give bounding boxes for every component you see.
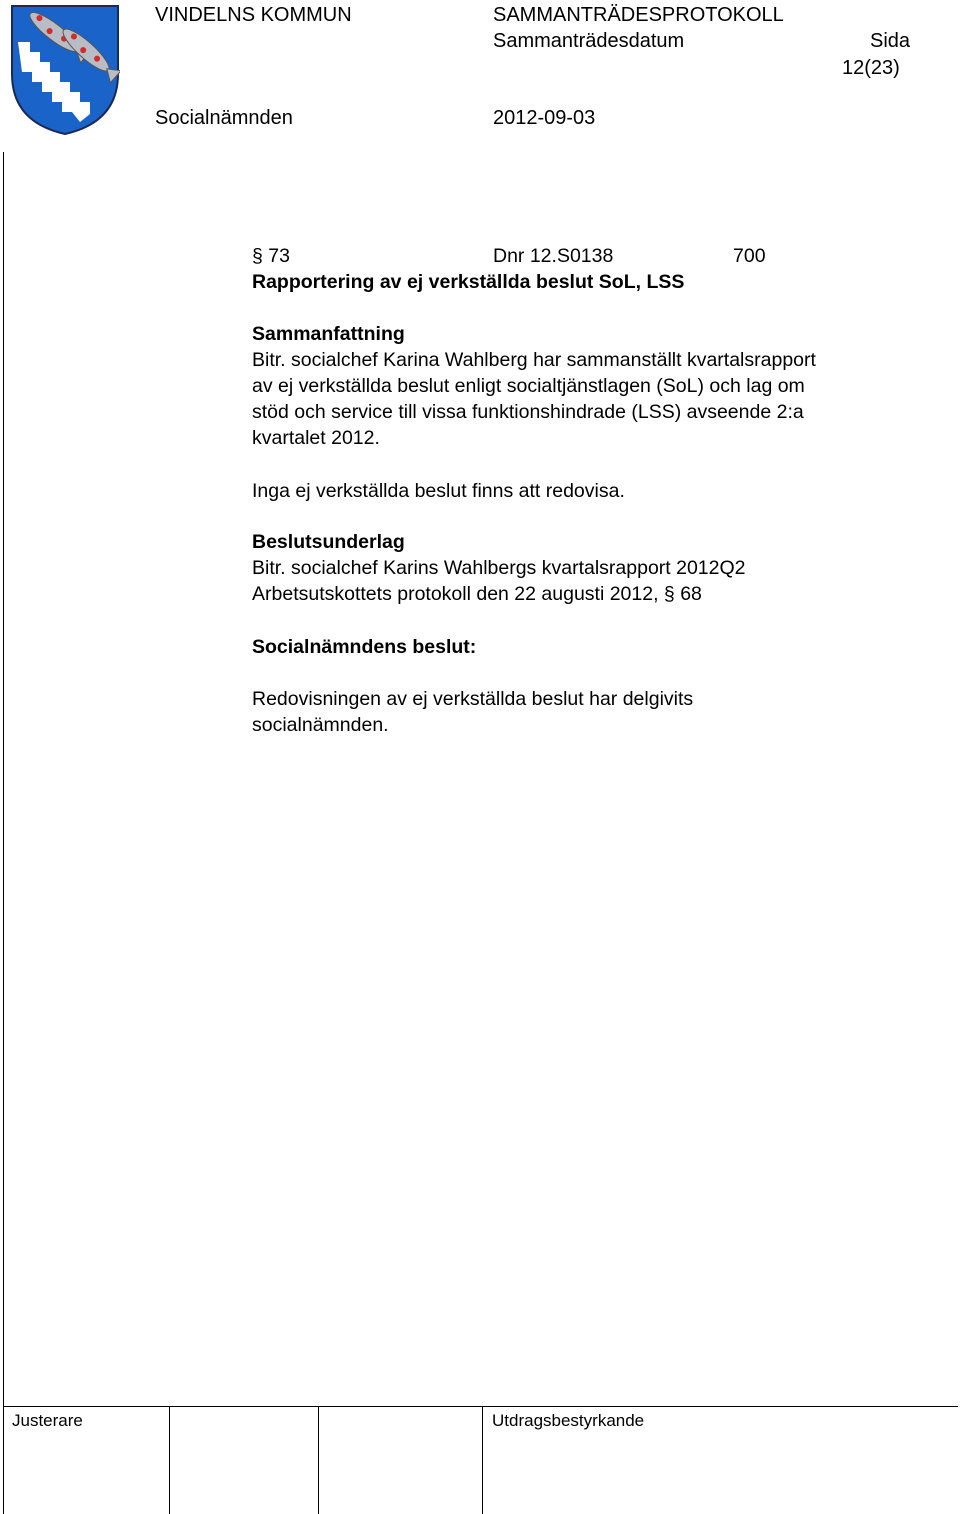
footer-divider — [318, 1406, 319, 1514]
basis-line: Bitr. socialchef Karins Wahlbergs kvartalsrapport 2012Q2 — [252, 557, 746, 579]
decision-line: socialnämnden. — [252, 714, 389, 736]
footer-top-line — [3, 1406, 958, 1407]
document-type: SAMMANTRÄDESPROTOKOLL — [493, 4, 784, 26]
page-label: Sida — [870, 30, 911, 52]
summary-line: Bitr. socialchef Karina Wahlberg har sammanställt kvartalsrapport — [252, 349, 816, 371]
basis-line: Arbetsutskottets protokoll den 22 augusti 2012, § 68 — [252, 583, 702, 605]
basis-heading: Beslutsunderlag — [252, 531, 405, 553]
archive-code: 700 — [733, 245, 766, 267]
summary-line: stöd och service till vissa funktionshindrade (LSS) avseende 2:a — [252, 401, 804, 423]
decision-line: Redovisningen av ej verkställda beslut har delgivits — [252, 688, 694, 710]
page-number: 12(23) — [842, 57, 900, 79]
meeting-date: 2012-09-03 — [493, 107, 596, 129]
footer-divider — [482, 1406, 483, 1514]
summary-line: kvartalet 2012. — [252, 427, 380, 449]
committee-name: Socialnämnden — [155, 107, 293, 129]
meeting-date-label: Sammanträdesdatum — [493, 30, 685, 52]
left-margin-line — [3, 152, 4, 1514]
summary-note: Inga ej verkställda beslut finns att redovisa. — [252, 480, 625, 502]
municipality-name: VINDELNS KOMMUN — [155, 4, 352, 26]
summary-heading: Sammanfattning — [252, 323, 405, 345]
decision-heading: Socialnämndens beslut: — [252, 636, 477, 658]
summary-line: av ej verkställda beslut enligt socialtjänstlagen (SoL) och lag om — [252, 375, 805, 397]
municipality-coat-of-arms — [10, 4, 120, 136]
paragraph-number: § 73 — [252, 245, 290, 267]
utdragsbestyrkande-label: Utdragsbestyrkande — [492, 1411, 645, 1430]
dnr-number: Dnr 12.S0138 — [493, 245, 614, 267]
footer-divider — [169, 1406, 170, 1514]
justerare-label: Justerare — [12, 1411, 83, 1430]
paragraph-title: Rapportering av ej verkställda beslut SoL, LSS — [252, 271, 685, 293]
